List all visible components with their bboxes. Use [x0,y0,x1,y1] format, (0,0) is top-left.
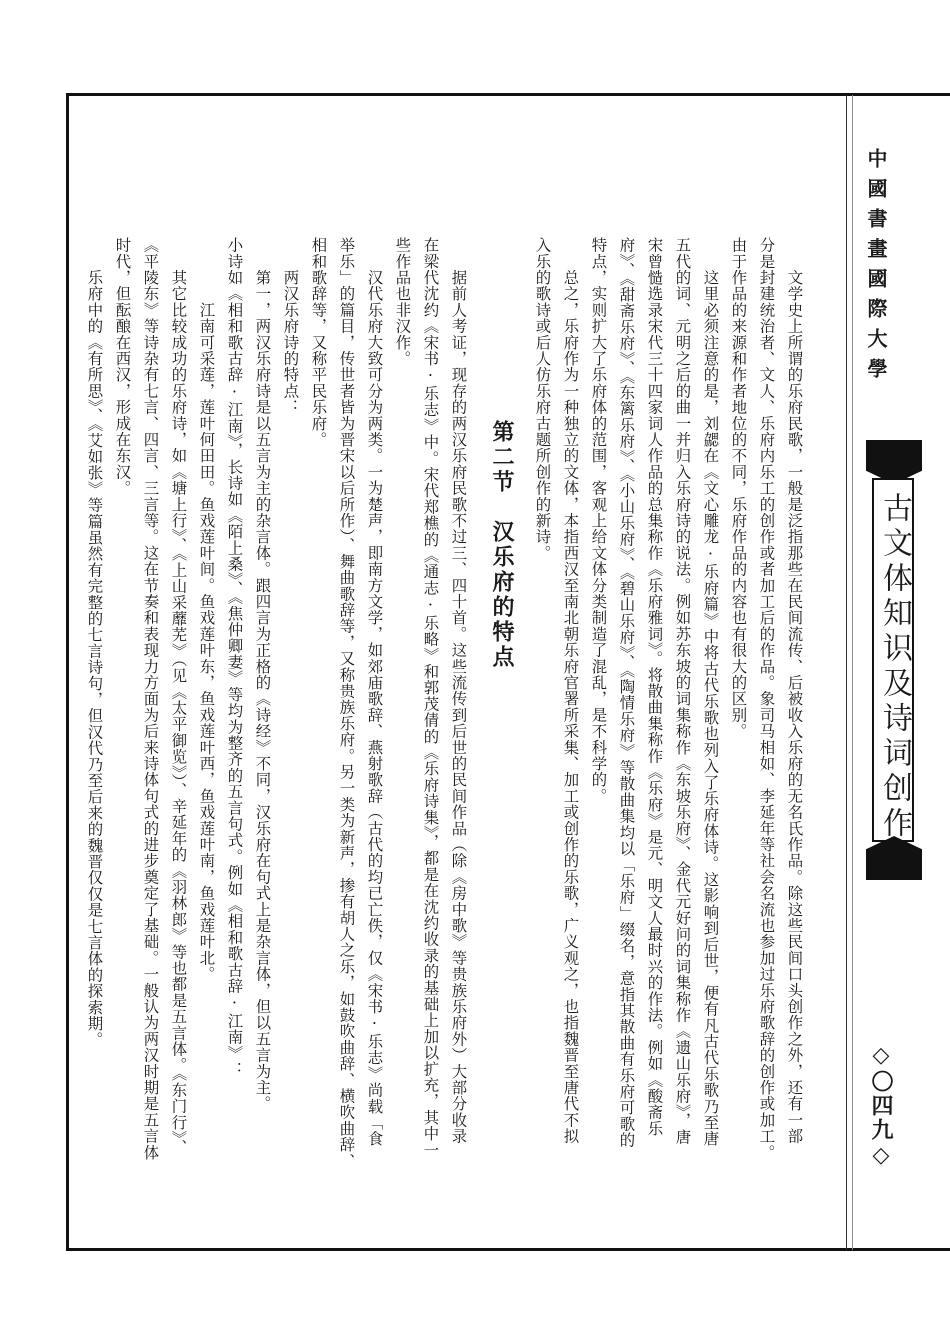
text-column: 《平陵东》等诗杂有七言、四言、三言等。这在节奏和表现力方面为后来诗体句式的进步奠定了基础。一般认为两汉时期是五言体 [141,237,160,1161]
text-column: 两汉乐府诗的特点： [281,237,300,416]
text-column: 第一，两汉乐府诗是以五言为主的杂言体。跟四言为正格的《诗经》不同，汉乐府在句式上是杂言体，但以五言为主。 [253,237,272,1112]
book-title: 古文体知识及诗词创作 [877,492,912,842]
series-title: 中國書畫國際大學 [864,148,888,388]
text-column: 府》、《甜斋乐府》、《东篱乐府》、《小山乐府》、《碧山乐府》、《陶情乐府》等散曲集均以「乐府」缀名，意指其散曲有乐府可歌的 [617,237,636,1149]
section-heading: 第二节 汉乐府的特点 [489,420,514,670]
cartouche-bottom-ornament [866,836,922,880]
page-number: ◇〇四九◇ [868,1042,894,1170]
text-column: 宋曾慥选录宋代三十四家词人作品的总集称作《乐府雅词》。将散曲集称作《乐府》是元、明文人最时兴的作法。例如《酸斋乐 [645,237,664,1137]
text-column: 在梁代沈约《宋书·乐志》中。宋代郑樵的《通志·乐略》和郭茂倩的《乐府诗集》，都是在沈约收录的基础上加以扩充，其中一 [421,237,440,1158]
text-column: 举乐」的篇目，传世者皆为晋宋以后所作）、舞曲歌辞等，又称贵族乐府。另一类为新声，掺有胡人之乐，如鼓吹曲辞、横吹曲辞、 [337,237,356,1169]
text-column: 五代的词、元明之后的曲一并归入乐府诗的说法。例如苏东坡的词集称作《东坡乐府》、金代元好问的词集称作《遗山乐府》，唐 [673,237,692,1145]
text-column: 相和歌辞等，又称平民乐府。 [309,237,328,448]
text-column: 分是封建统治者、文人、乐府内乐工的创作或者加工后的作品。象司马相如、李延年等社会名流也参加过乐府歌辞的创作或加工。 [757,237,776,1161]
text-column: 汉代乐府大致可分为两类。一为楚声，即南方文学，如郊庙歌辞、燕射歌辞（古代的均已亡佚，仅《宋书·乐志》尚载「食 [365,237,384,1147]
text-column: 其它比较成功的乐府诗，如《塘上行》、《上山采蘼芜》（见《太平御览》）、辛延年的《羽林郎》等也都是五言体。《东门行》、 [169,237,188,1156]
text-column: 据前人考证，现存的两汉乐府民歌不过三、四十首。这些流传到后世的民间作品（除《房中歌》等贵族乐府外）大部分收录 [449,237,468,1145]
text-column: 由于作品的来源和作者地位的不同，乐府作品的内容也有很大的区别。 [729,237,748,740]
margin-rule [846,95,847,1250]
margin-rule-inner [852,95,853,1250]
text-column: 文学史上所谓的乐府民歌，一般是泛指那些在民间流传、后被收入乐府的无名氏作品。除这些民间口头创作之外，还有一部 [785,237,804,1145]
text-column: 小诗如《相和歌古辞·江南》，长诗如《陌上桑》、《焦仲卿妻》等均为整齐的五言句式。例如《相和歌古辞·江南》： [225,237,244,1078]
text-column: 些作品也非汉作。 [393,237,412,367]
text-column: 时代，但酝酿在西汉，形成在东汉。 [113,237,132,497]
text-column: 特点，实则扩大了乐府体的范围，客观上给文体分类制造了混乱，是不科学的。 [589,237,608,804]
text-column: 总之，乐府作为一种独立的文体，本指西汉至南北朝乐府官署所采集、加工或创作的乐歌，广义观之，也指魏晋至唐代不拟 [561,237,580,1145]
verse-quotation: 江南可采莲，莲叶何田田。鱼戏莲叶间。鱼戏莲叶东，鱼戏莲叶西，鱼戏莲叶南，鱼戏莲叶北。 [197,237,216,983]
text-column: 这里必须注意的是，刘勰在《文心雕龙·乐府篇》中将古代乐歌也列入了乐府体诗。这影响到后世，便有凡古代乐歌乃至唐 [701,237,720,1147]
text-column: 乐府中的《有所思》、《艾如张》等篇虽然有完整的七言诗句，但汉代乃至后来的魏晋仅仅是七言体的探索期。 [85,237,104,1048]
text-column: 入乐的歌诗或后人仿乐府古题所创作的新诗。 [533,237,552,561]
